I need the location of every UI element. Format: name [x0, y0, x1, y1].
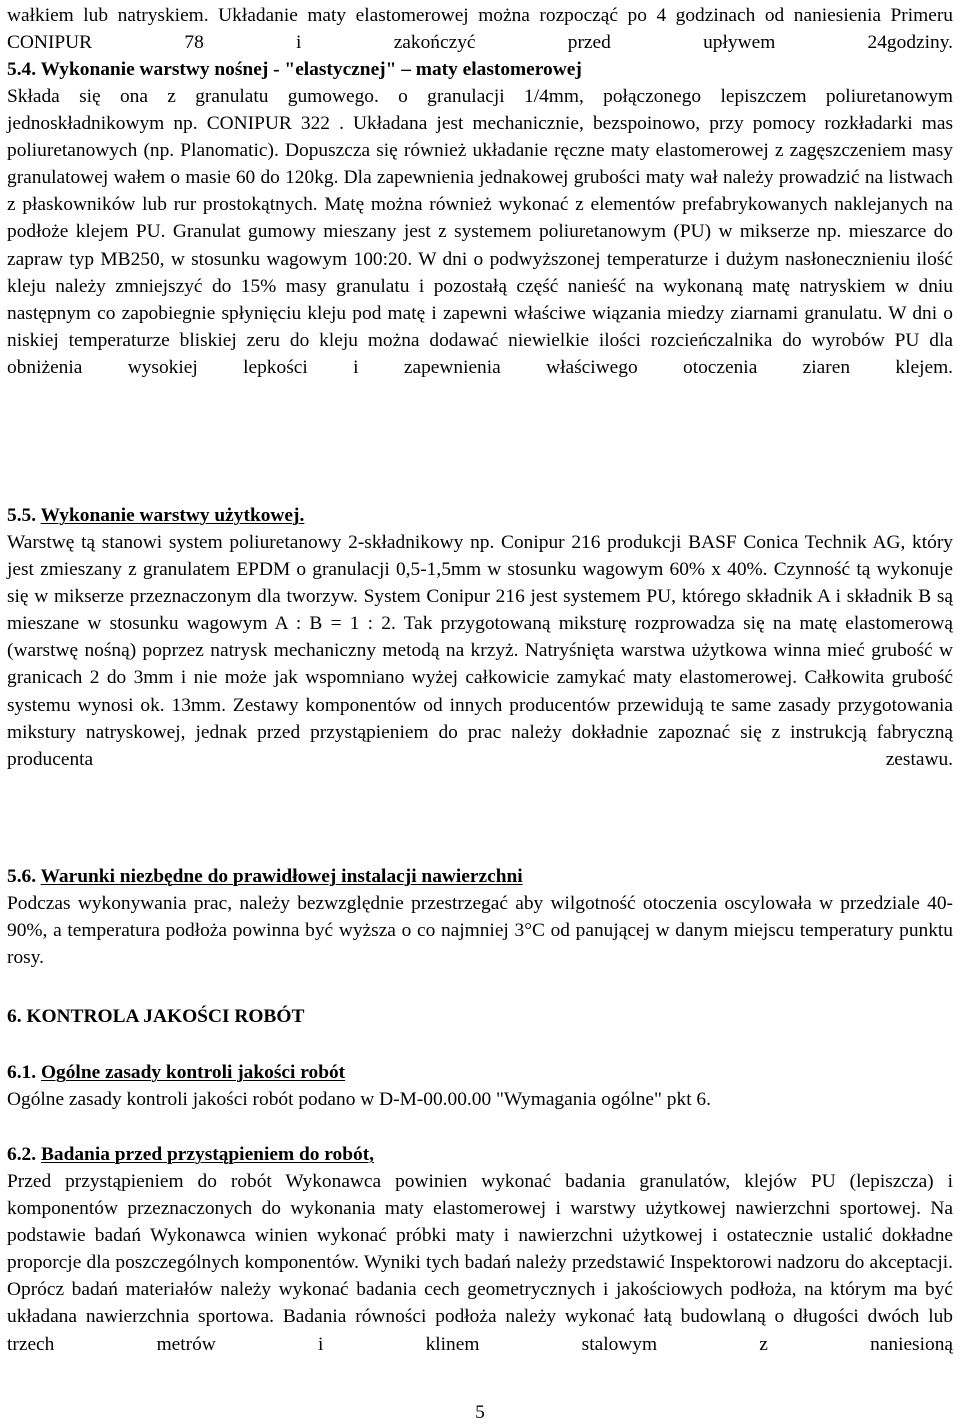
paragraph-5-5 [7, 529, 953, 773]
page-number: 5 [475, 1402, 485, 1423]
p1-text: wałkiem lub natryskiem. Układanie maty elastomerowej można rozpocząć po 4 godzinach od naniesienia Primeru CONIPUR 78 i zakończyć przed upływem 24godziny. [7, 5, 953, 54]
heading-5-6 [7, 863, 953, 890]
heading-5-5 [7, 502, 953, 529]
paragraph-5-3-end [7, 2, 953, 56]
heading-5-5-title: Wykonanie warstwy użytkowej. [40, 505, 305, 526]
heading-6-2-title: Badania przed przystąpieniem do robót, [40, 1144, 375, 1165]
heading-6-2 [7, 1141, 953, 1168]
heading-6: 6. KONTROLA JAKOŚCI ROBÓT [7, 1006, 305, 1027]
paragraph-5-4-text: Składa się ona z granulatu gumowego. o granulacji 1/4mm, połączonego lepiszczem poliuretanowym jednoskładnikowym np. CONIPUR 322 . Układana jest mechanicznie, bezspoinowo, przy pomocy rozkładarki mas poliuretanowych (np. Planomatic). Dopuszcza się również układanie ręczne maty elastomerowej z zagęszczeniem masy granulatowej wałem o masie 60 do 120kg. Dla zapewnienia jednakowej grubości maty wał należy prowadzić na listwach z płaskowników lub rur prostokątnych. Matę można również wykonać z elementów prefabrykowanych naklejanych na podłoże klejem PU. Granulat gumowy mieszany jest z systemem poliuretanowym (PU) w mikserze np. mieszarce do zapraw typ MB250, w stosunku wagowym 100:20. W dni o podwyższonej temperaturze i dużym nasłonecznieniu ilość kleju należy zmniejszyć do 15% masy granulatu i pozostałą część nanieść na wykonaną matę natryskiem w dniu następnym co zapobiegnie spłynięciu kleju pod matę i zapewni właściwe wiązania miedzy ziarnami granulatu. W dni o niskiej temperaturze bliskiej zeru do kleju można dodawać niewielkie ilości rozcieńczalnika do wyrobów PU dla obniżenia wysokiej lepkości i zapewnienia właściwego otoczenia ziaren klejem. [7, 86, 953, 378]
paragraph-5-6-text: Podczas wykonywania prac, należy bezwzględnie przestrzegać aby wilgotność otoczenia oscylowała w przedziale 40-90%, a temperatura podłoża powinna być wyższa o co najmniej 3°C od panującej w danym miejscu temperatury punktu rosy. [7, 893, 953, 969]
heading-5-5-number: 5.5. [7, 505, 37, 526]
paragraph-5-4 [7, 83, 953, 381]
heading-6-1 [7, 1059, 953, 1086]
paragraph-5-5-text: Warstwę tą stanowi system poliuretanowy 2-składnikowy np. Conipur 216 produkcji BASF Conica Technik AG, który jest zmieszany z granulatem EPDM o granulacji 0,5-1,5mm w stosunku wagowym 60% x 40%. Czynność tą wykonuje się w mikserze przeznaczonym dla tworzyw. System Conipur 216 jest systemem PU, którego składnik A i składnik B są mieszane w stosunku wagowym A : B = 1 : 2. Tak przygotowaną miksturę rozprowadza się na matę elastomerową (warstwę nośną) poprzez natrysk mechaniczny metodą na krzyż. Natryśnięta warstwa użytkowa winna mieć grubość w granicach 2 do 3mm i nie może jak wspomniano wyżej całkowicie zamykać maty elastomerowej. Całkowita grubość systemu wynosi ok. 13mm. Zestawy komponentów od innych producentów przewidują te same zasady przygotowania mikstury natryskowej, jednak przed przystąpieniem do prac należy dokładnie zapoznać się z instrukcją fabryczną producenta zestawu. [7, 532, 953, 770]
heading-6-1-number: 6.1. [7, 1062, 37, 1083]
heading-6-2-number: 6.2. [7, 1144, 37, 1165]
heading-5-4 [7, 56, 953, 83]
heading-5-4-number: 5.4. [7, 59, 37, 80]
heading-6-1-title: Ogólne zasady kontroli jakości robót [40, 1062, 346, 1083]
paragraph-6-2-text: Przed przystąpieniem do robót Wykonawca powinien wykonać badania granulatów, klejów PU (lepiszcza) i komponentów przeznaczonych do wykonania maty elastomerowej i warstwy użytkowej nawierzchni sportowej. Na podstawie badań Wykonawca winien wykonać próbki maty i nawierzchni użytkowej i ostatecznie ustalić dokładne proporcje dla poszczególnych komponentów. Wyniki tych badań należy przedstawić Inspektorowi nadzoru do akceptacji. Oprócz badań materiałów należy wykonać badania cech geometrycznych i jakościowych podłoża, na którym ma być układana nawierzchnia sportowa. Badania równości podłoża należy wykonać łatą budowlaną o długości dwóch lub trzech metrów i klinem stalowym z naniesioną [7, 1171, 953, 1355]
paragraph-6-2 [7, 1168, 953, 1358]
heading-5-6-title: Warunki niezbędne do prawidłowej instalacji nawierzchni [40, 866, 523, 887]
heading-5-6-number: 5.6. [7, 866, 37, 887]
heading-5-4-title: Wykonanie warstwy nośnej - "elastycznej" – maty elastomerowej [40, 59, 582, 80]
paragraph-6-1: Ogólne zasady kontroli jakości robót podano w D-M-00.00.00 "Wymagania ogólne" pkt 6. [7, 1089, 711, 1110]
paragraph-5-6 [7, 890, 953, 971]
